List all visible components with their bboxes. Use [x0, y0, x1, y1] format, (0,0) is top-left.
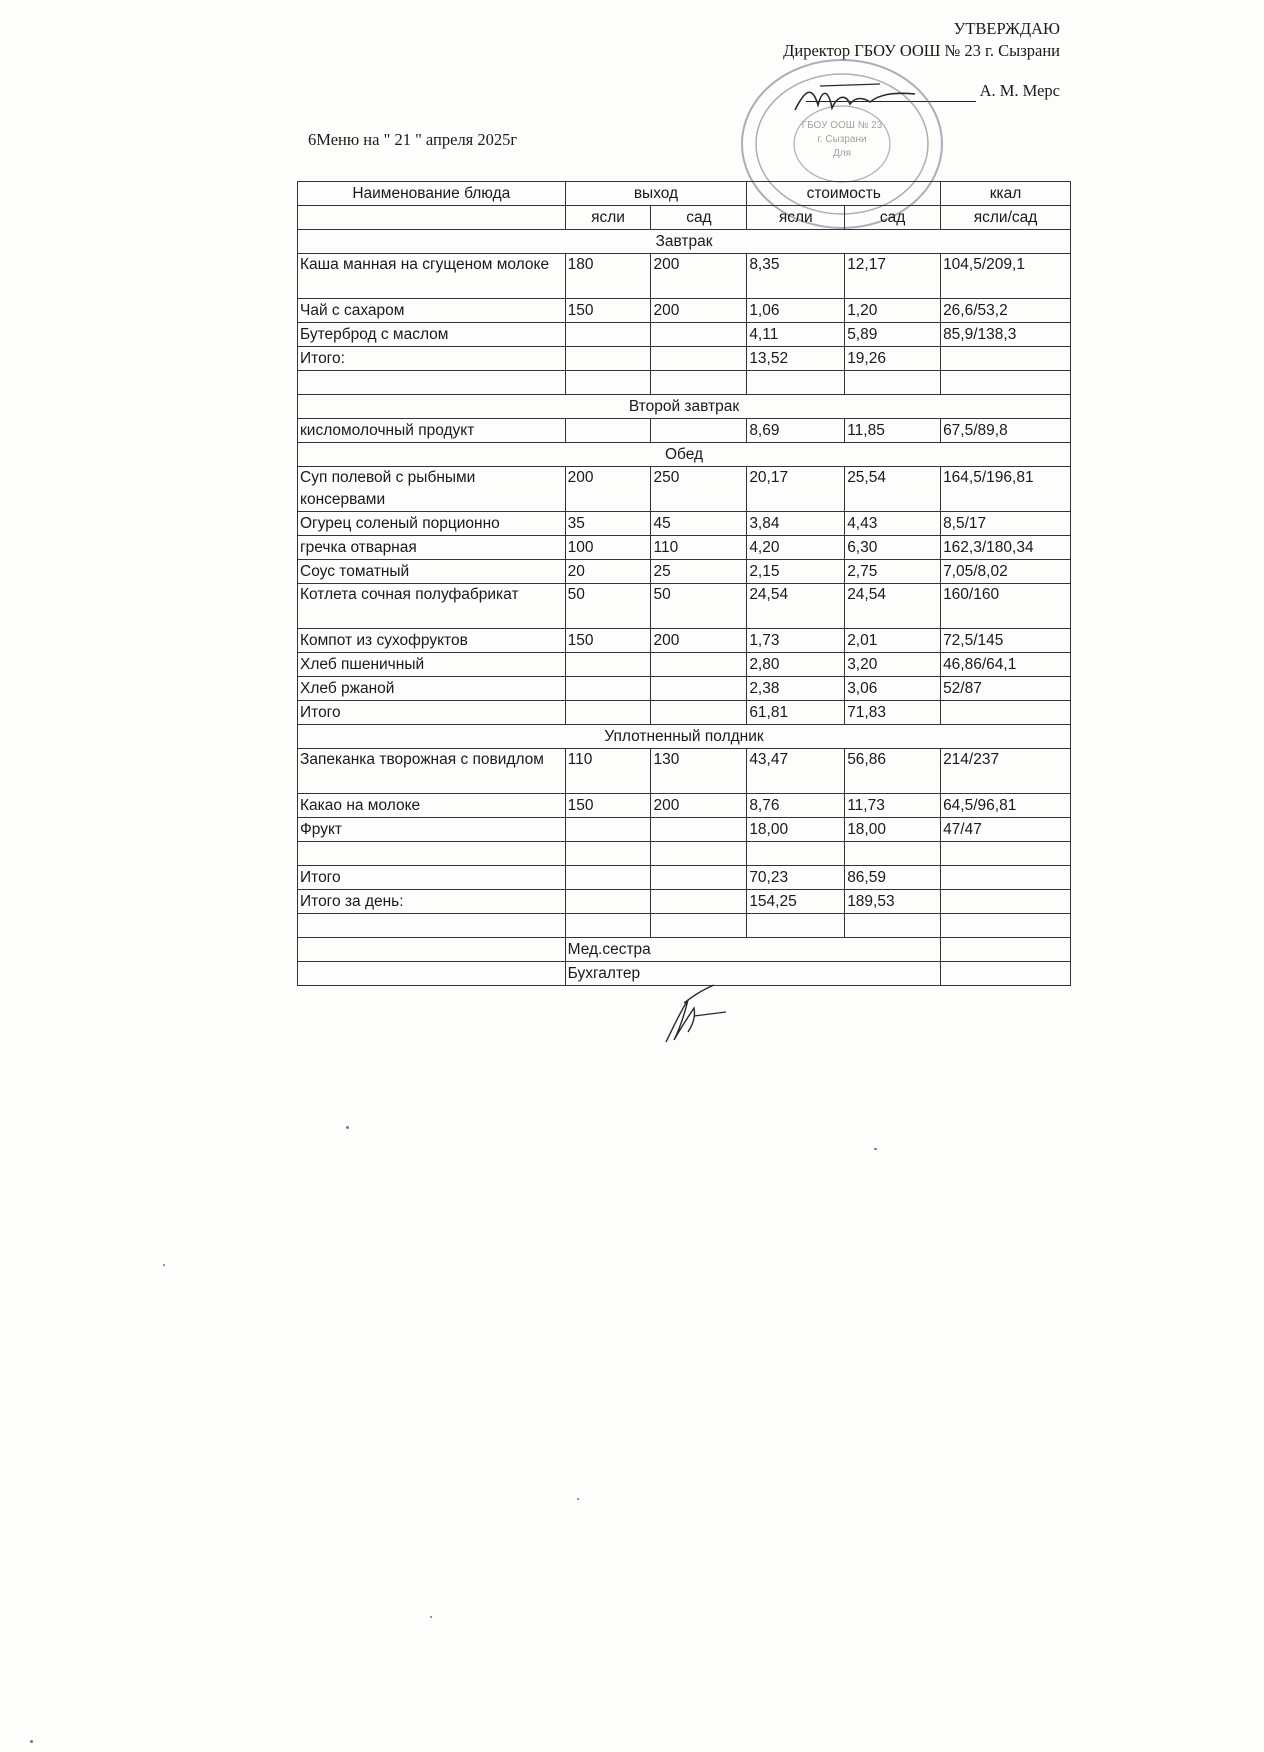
- header-dish: Наименование блюда: [298, 182, 566, 206]
- kcal-value: 85,9/138,3: [941, 323, 1071, 347]
- kcal-value: 104,5/209,1: [941, 254, 1071, 299]
- output-garden: 110: [651, 536, 747, 560]
- cost-nursery: 2,80: [747, 653, 845, 677]
- cost-garden: 71,83: [845, 701, 941, 725]
- section-breakfast: Завтрак: [298, 230, 1071, 254]
- table-row: [298, 467, 1071, 512]
- cost-nursery: 2,38: [747, 677, 845, 701]
- dish-name: Каша манная на сгущеном молоке: [298, 254, 566, 299]
- cost-garden: 19,26: [845, 347, 941, 371]
- scan-speck: [430, 1616, 432, 1618]
- header-cost: стоимость: [747, 182, 941, 206]
- dish-name: Суп полевой с рыбными консервами: [298, 467, 566, 512]
- cost-nursery: 3,84: [747, 512, 845, 536]
- kcal-value: 47/47: [941, 818, 1071, 842]
- header-output: выход: [565, 182, 747, 206]
- cost-garden: 12,17: [845, 254, 941, 299]
- output-nursery: [565, 701, 651, 725]
- cost-nursery: 20,17: [747, 467, 845, 512]
- seal-text-2: г. Сызрани: [817, 134, 867, 145]
- output-garden: [651, 818, 747, 842]
- output-nursery: [565, 653, 651, 677]
- dish-name: Фрукт: [298, 818, 566, 842]
- output-garden: [651, 653, 747, 677]
- kcal-value: 67,5/89,8: [941, 419, 1071, 443]
- dish-name: Какао на молоке: [298, 794, 566, 818]
- kcal-value: 26,6/53,2: [941, 299, 1071, 323]
- cost-garden: 11,85: [845, 419, 941, 443]
- section-row: [298, 230, 1071, 254]
- output-garden: 200: [651, 794, 747, 818]
- output-garden: 200: [651, 629, 747, 653]
- kcal-value: [941, 347, 1071, 371]
- output-garden: [651, 347, 747, 371]
- section-lunch: Обед: [298, 443, 1071, 467]
- header-kcal: ккал: [941, 182, 1071, 206]
- output-garden: 200: [651, 254, 747, 299]
- output-nursery: [565, 818, 651, 842]
- empty-row: [298, 914, 1071, 938]
- cost-garden: 2,01: [845, 629, 941, 653]
- dish-name: Бутерброд с маслом: [298, 323, 566, 347]
- table-row: [298, 794, 1071, 818]
- dish-name: Огурец соленый порционно: [298, 512, 566, 536]
- empty-row: [298, 842, 1071, 866]
- cost-nursery: 8,76: [747, 794, 845, 818]
- dish-name: кисломолочный продукт: [298, 419, 566, 443]
- total-row: [298, 347, 1071, 371]
- cost-nursery: 4,11: [747, 323, 845, 347]
- output-garden: [651, 419, 747, 443]
- cost-garden: 18,00: [845, 818, 941, 842]
- cost-nursery: 154,25: [747, 890, 845, 914]
- kcal-value: 7,05/8,02: [941, 560, 1071, 584]
- dish-name: Хлеб ржаной: [298, 677, 566, 701]
- signature-row: [298, 938, 1071, 962]
- dish-name: гречка отварная: [298, 536, 566, 560]
- cost-garden: 6,30: [845, 536, 941, 560]
- cost-garden: 2,75: [845, 560, 941, 584]
- output-nursery: [565, 677, 651, 701]
- cost-garden: 5,89: [845, 323, 941, 347]
- cost-garden: 24,54: [845, 584, 941, 629]
- output-garden: 50: [651, 584, 747, 629]
- dish-name: Итого: [298, 866, 566, 890]
- output-nursery: 110: [565, 749, 651, 794]
- cost-garden: 11,73: [845, 794, 941, 818]
- kcal-value: 46,86/64,1: [941, 653, 1071, 677]
- subheader-cost-nursery: ясли: [747, 206, 845, 230]
- output-nursery: 35: [565, 512, 651, 536]
- output-nursery: 150: [565, 629, 651, 653]
- kcal-value: 8,5/17: [941, 512, 1071, 536]
- nurse-label: Мед.сестра: [565, 938, 940, 962]
- table-row: [298, 584, 1071, 629]
- kcal-value: 160/160: [941, 584, 1071, 629]
- seal-text-1: ГБОУ ООШ № 23: [801, 120, 883, 131]
- approval-position: Директор ГБОУ ООШ № 23 г. Сызрани: [783, 41, 1060, 60]
- output-nursery: [565, 323, 651, 347]
- output-garden: 45: [651, 512, 747, 536]
- output-garden: 200: [651, 299, 747, 323]
- subheader-row: [298, 206, 1071, 230]
- scan-speck: [577, 1498, 579, 1500]
- table-row: [298, 749, 1071, 794]
- subheader-output-garden: сад: [651, 206, 747, 230]
- cost-nursery: 1,73: [747, 629, 845, 653]
- output-nursery: [565, 419, 651, 443]
- output-nursery: 150: [565, 299, 651, 323]
- dish-name: Запеканка творожная с повидлом: [298, 749, 566, 794]
- dish-name: Чай с сахаром: [298, 299, 566, 323]
- subheader-cost-garden: сад: [845, 206, 941, 230]
- menu-title: 6Меню на " 21 " апреля 2025г: [308, 130, 518, 149]
- signature-row: [298, 962, 1071, 986]
- cost-nursery: 8,35: [747, 254, 845, 299]
- table-row: [298, 560, 1071, 584]
- output-garden: 25: [651, 560, 747, 584]
- cost-garden: 1,20: [845, 299, 941, 323]
- kcal-value: 164,5/196,81: [941, 467, 1071, 512]
- menu-table: [297, 181, 1071, 986]
- day-total-row: [298, 890, 1071, 914]
- total-row: [298, 866, 1071, 890]
- header-row: [298, 182, 1071, 206]
- empty-row: [298, 371, 1071, 395]
- output-garden: [651, 323, 747, 347]
- cost-nursery: 4,20: [747, 536, 845, 560]
- cost-nursery: 2,15: [747, 560, 845, 584]
- output-nursery: [565, 347, 651, 371]
- table-row: [298, 512, 1071, 536]
- output-nursery: 180: [565, 254, 651, 299]
- output-garden: 250: [651, 467, 747, 512]
- section-row: [298, 443, 1071, 467]
- table-row: [298, 299, 1071, 323]
- output-garden: [651, 701, 747, 725]
- cost-garden: 4,43: [845, 512, 941, 536]
- section-snack: Уплотненный полдник: [298, 725, 1071, 749]
- scan-speck: [346, 1126, 349, 1129]
- dish-name: Компот из сухофруктов: [298, 629, 566, 653]
- output-nursery: 100: [565, 536, 651, 560]
- cost-nursery: 18,00: [747, 818, 845, 842]
- cost-nursery: 43,47: [747, 749, 845, 794]
- output-nursery: 200: [565, 467, 651, 512]
- dish-name: Итого за день:: [298, 890, 566, 914]
- director-signature-icon: [790, 80, 920, 120]
- table-row: [298, 419, 1071, 443]
- subheader-empty: [298, 206, 566, 230]
- kcal-value: 52/87: [941, 677, 1071, 701]
- cost-nursery: 8,69: [747, 419, 845, 443]
- dish-name: Итого: [298, 701, 566, 725]
- kcal-value: 214/237: [941, 749, 1071, 794]
- cost-nursery: 70,23: [747, 866, 845, 890]
- kcal-value: [941, 701, 1071, 725]
- dish-name: Котлета сочная полуфабрикат: [298, 584, 566, 629]
- table-row: [298, 629, 1071, 653]
- kcal-value: 162,3/180,34: [941, 536, 1071, 560]
- table-row: [298, 323, 1071, 347]
- cost-garden: 189,53: [845, 890, 941, 914]
- output-nursery: 50: [565, 584, 651, 629]
- cost-garden: 86,59: [845, 866, 941, 890]
- cost-garden: 56,86: [845, 749, 941, 794]
- approval-title: УТВЕРЖДАЮ: [953, 19, 1060, 38]
- total-row: [298, 701, 1071, 725]
- output-nursery: 150: [565, 794, 651, 818]
- table-row: [298, 536, 1071, 560]
- cost-nursery: 13,52: [747, 347, 845, 371]
- table-row: [298, 254, 1071, 299]
- cost-nursery: 61,81: [747, 701, 845, 725]
- subheader-kcal: ясли/сад: [941, 206, 1071, 230]
- scan-speck: [874, 1148, 877, 1150]
- accountant-signature-icon: [654, 990, 734, 1050]
- section-row: [298, 725, 1071, 749]
- output-nursery: 20: [565, 560, 651, 584]
- dish-name: Итого:: [298, 347, 566, 371]
- table-row: [298, 653, 1071, 677]
- cost-nursery: 1,06: [747, 299, 845, 323]
- cost-garden: 3,20: [845, 653, 941, 677]
- dish-name: Хлеб пшеничный: [298, 653, 566, 677]
- scan-speck: [30, 1740, 33, 1743]
- output-garden: 130: [651, 749, 747, 794]
- director-name: А. М. Мерс: [979, 81, 1060, 100]
- accountant-label: Бухгалтер: [565, 962, 940, 986]
- table-row: [298, 677, 1071, 701]
- seal-text-3: Для: [832, 148, 852, 159]
- dish-name: Соус томатный: [298, 560, 566, 584]
- cost-garden: 3,06: [845, 677, 941, 701]
- scan-speck: [163, 1264, 165, 1266]
- section-second-breakfast: Второй завтрак: [298, 395, 1071, 419]
- table-row: [298, 818, 1071, 842]
- kcal-value: 64,5/96,81: [941, 794, 1071, 818]
- subheader-output-nursery: ясли: [565, 206, 651, 230]
- cost-garden: 25,54: [845, 467, 941, 512]
- output-garden: [651, 677, 747, 701]
- cost-nursery: 24,54: [747, 584, 845, 629]
- kcal-value: 72,5/145: [941, 629, 1071, 653]
- section-row: [298, 395, 1071, 419]
